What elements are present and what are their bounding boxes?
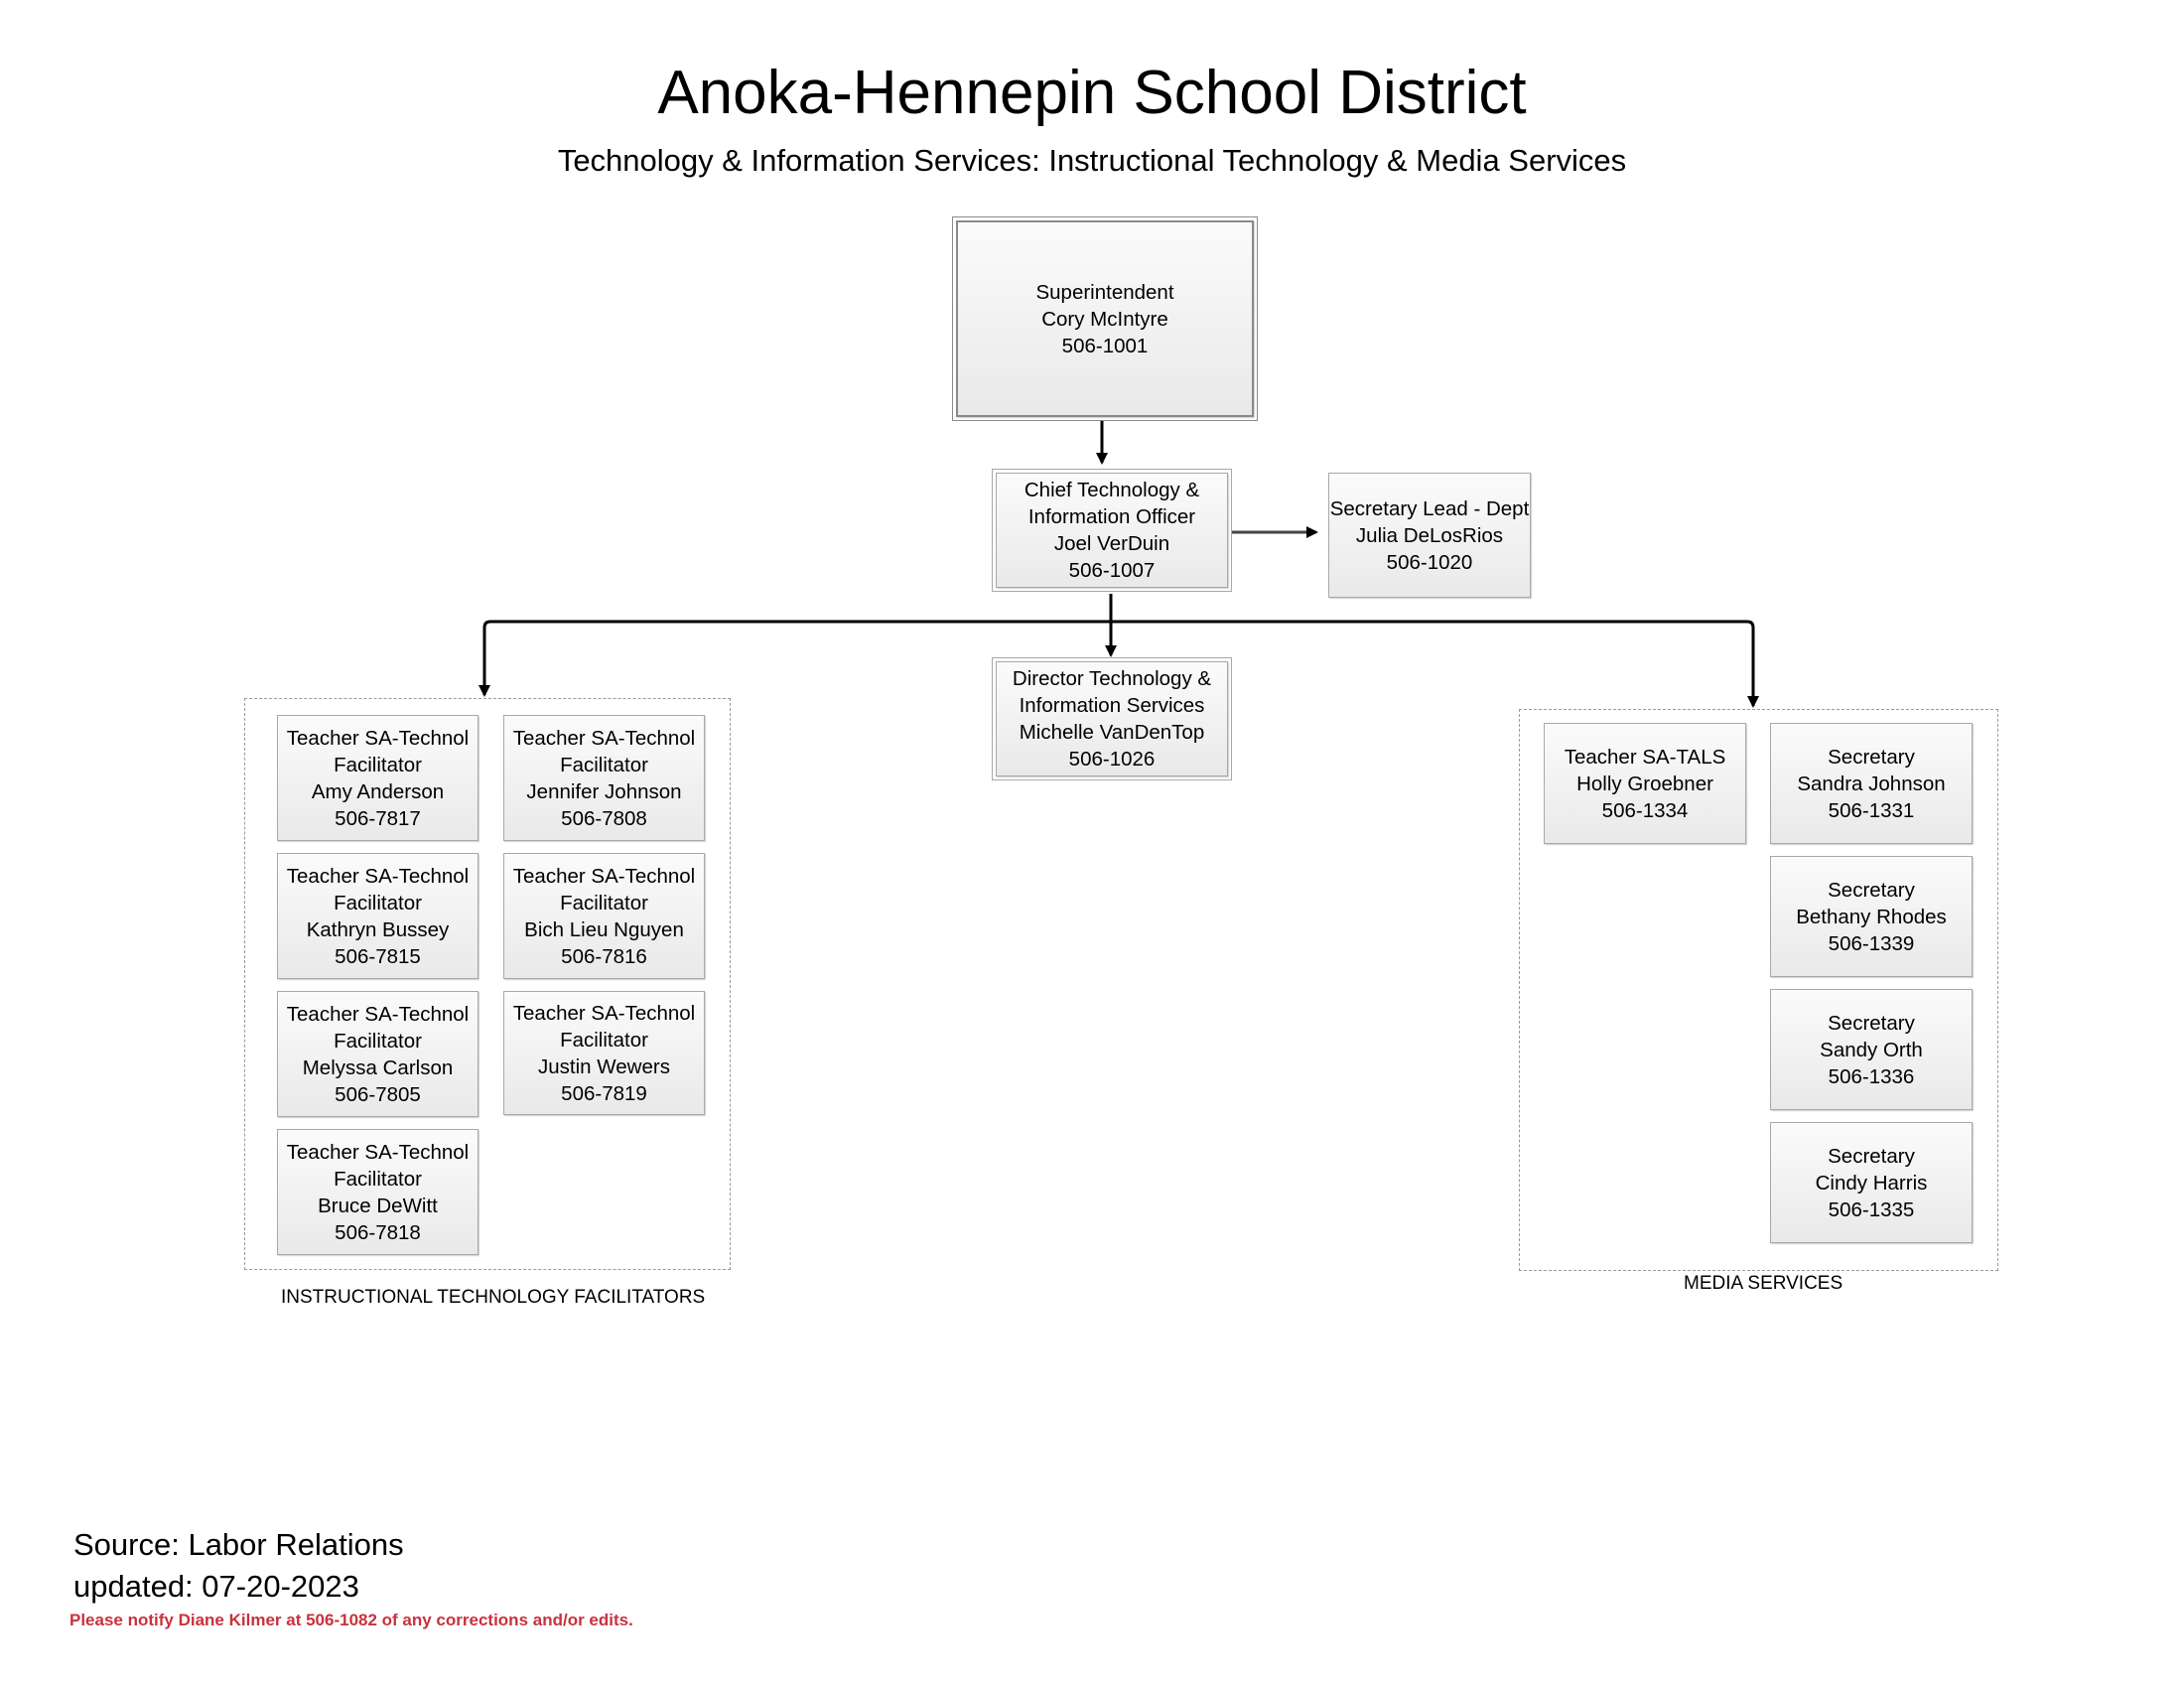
facilitator-subtitle: Facilitator: [560, 1028, 648, 1052]
secretary-card: [1770, 989, 1973, 1110]
tals-name: Holly Groebner: [1576, 772, 1713, 795]
secretary-name: Cindy Harris: [1815, 1171, 1928, 1195]
secretary-name: Bethany Rhodes: [1796, 905, 1947, 928]
facilitator-phone: 506-7816: [561, 944, 647, 968]
source-note: Source: Labor Relations: [73, 1527, 404, 1562]
facilitator-subtitle: Facilitator: [334, 1029, 422, 1053]
media-services-group-label: MEDIA SERVICES: [1684, 1273, 1843, 1294]
facilitator-phone: 506-7817: [335, 806, 421, 830]
secretary-name: Sandy Orth: [1820, 1038, 1923, 1061]
secretary-name: Sandra Johnson: [1797, 772, 1946, 795]
facilitator-title: Teacher SA-Technol: [286, 1002, 470, 1026]
secretary-lead-name: Julia DeLosRios: [1355, 523, 1504, 547]
secretary-title: Secretary: [1828, 1011, 1915, 1035]
facilitator-subtitle: Facilitator: [560, 891, 648, 914]
facilitator-subtitle: Facilitator: [560, 753, 648, 776]
page-subtitle: Technology & Information Services: Instructional Technology & Media Services: [557, 143, 1627, 178]
facilitator-title: Teacher SA-Technol: [512, 1001, 696, 1025]
facilitator-name: Bruce DeWitt: [318, 1194, 438, 1217]
secretary-card: [1770, 1122, 1973, 1243]
facilitator-name: Kathryn Bussey: [306, 917, 450, 941]
secretary-card: [1770, 723, 1973, 844]
facilitator-name: Bich Lieu Nguyen: [524, 917, 684, 941]
facilitator-card: [277, 1129, 478, 1255]
superintendent-box: [956, 220, 1254, 417]
facilitator-name: Melyssa Carlson: [302, 1055, 454, 1079]
secretary-lead-title: Secretary Lead - Dept: [1329, 496, 1530, 520]
director-phone: 506-1026: [1068, 748, 1156, 771]
secretary-title: Secretary: [1828, 878, 1915, 902]
facilitator-subtitle: Facilitator: [334, 891, 422, 914]
facilitator-title: Teacher SA-Technol: [512, 864, 696, 888]
tals-title: Teacher SA-TALS: [1564, 745, 1726, 769]
facilitator-phone: 506-7815: [335, 944, 421, 968]
facilitator-phone: 506-7808: [561, 806, 647, 830]
cto-phone: 506-1007: [1068, 559, 1156, 582]
facilitator-card: [503, 853, 705, 979]
facilitator-title: Teacher SA-Technol: [286, 726, 470, 750]
page-title: Anoka-Hennepin School District: [657, 59, 1527, 127]
secretary-phone: 506-1339: [1828, 931, 1915, 955]
facilitators-group-label: INSTRUCTIONAL TECHNOLOGY FACILITATORS: [281, 1287, 706, 1308]
facilitator-phone: 506-7818: [335, 1220, 421, 1244]
secretary-title: Secretary: [1828, 745, 1915, 769]
facilitator-title: Teacher SA-Technol: [286, 864, 470, 888]
facilitator-name: Justin Wewers: [538, 1055, 670, 1078]
facilitator-card: [503, 991, 705, 1115]
secretary-phone: 506-1331: [1828, 798, 1915, 822]
secretary-lead-box: [1328, 473, 1531, 598]
secretary-card: [1770, 856, 1973, 977]
updated-date: updated: 07-20-2023: [73, 1569, 359, 1604]
superintendent-phone: 506-1001: [1061, 334, 1149, 357]
director-title-line-2: Information Services: [1019, 694, 1205, 717]
facilitator-card: [503, 715, 705, 841]
facilitator-card: [277, 853, 478, 979]
facilitator-subtitle: Facilitator: [334, 1167, 422, 1191]
secretary-title: Secretary: [1828, 1144, 1915, 1168]
cto-title-line-1: Chief Technology &: [1024, 479, 1200, 501]
secretary-lead-phone: 506-1020: [1386, 550, 1473, 574]
facilitator-phone: 506-7805: [335, 1082, 421, 1106]
director-box: [996, 661, 1228, 776]
facilitator-subtitle: Facilitator: [334, 753, 422, 776]
secretary-phone: 506-1336: [1828, 1064, 1915, 1088]
facilitator-title: Teacher SA-Technol: [512, 726, 696, 750]
secretary-phone: 506-1335: [1828, 1197, 1915, 1221]
director-title-line-1: Director Technology &: [1012, 667, 1212, 690]
corrections-notice: Please notify Diane Kilmer at 506-1082 of any corrections and/or edits.: [69, 1611, 633, 1629]
tals-card: [1544, 723, 1746, 844]
director-name: Michelle VanDenTop: [1019, 721, 1205, 744]
cto-name: Joel VerDuin: [1053, 532, 1170, 555]
facilitator-phone: 506-7819: [561, 1081, 647, 1105]
facilitator-card: [277, 991, 478, 1117]
facilitator-name: Amy Anderson: [311, 779, 445, 803]
cto-title-line-2: Information Officer: [1027, 505, 1196, 528]
facilitator-card: [277, 715, 478, 841]
cto-box: [996, 473, 1228, 588]
superintendent-title: Superintendent: [1035, 280, 1174, 304]
superintendent-name: Cory McIntyre: [1041, 307, 1168, 331]
facilitator-name: Jennifer Johnson: [526, 779, 682, 803]
tals-phone: 506-1334: [1601, 798, 1689, 822]
facilitator-title: Teacher SA-Technol: [286, 1140, 470, 1164]
